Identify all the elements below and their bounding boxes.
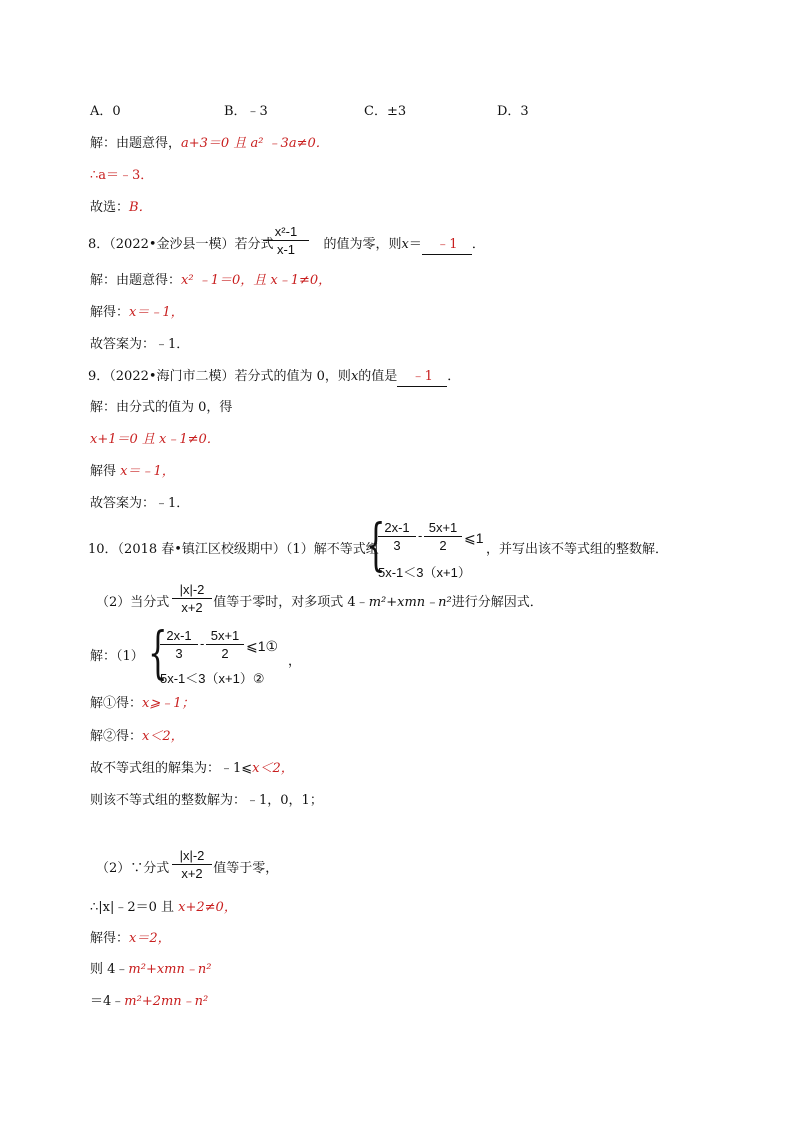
q10-sys-line2: 5x-1＜3（x+1） bbox=[378, 565, 471, 580]
q10-frac-1-bar bbox=[378, 536, 416, 537]
q9-stem-mid: 的值是 bbox=[358, 369, 398, 384]
q10-p2-line-1 bbox=[90, 899, 237, 917]
q10-p2-prefix: （2）∵分式 bbox=[96, 861, 170, 876]
q8-sol-expr: x² ﹣1＝0，且 x﹣1≠0， bbox=[181, 273, 332, 288]
q10-sol-frac-1 bbox=[160, 628, 198, 661]
q8-variable: x bbox=[401, 237, 409, 252]
option-a: A．0 bbox=[90, 104, 121, 119]
q8-solved-label: 解得： bbox=[90, 305, 130, 320]
q10-sol-line2: 5x-1＜3（x+1）② bbox=[160, 671, 265, 686]
q10-system-brace: { bbox=[366, 513, 386, 578]
q10-sys-frac-1 bbox=[378, 520, 416, 553]
q10-p2-l1-label: ∴|x|﹣2＝0 且 bbox=[90, 900, 179, 915]
q7-sol-label: 解：由题意得， bbox=[90, 136, 182, 151]
q10-p2-frac-bar bbox=[172, 864, 212, 865]
q10-step-3-label: 故不等式组的解集为：﹣1⩽ bbox=[90, 761, 253, 776]
q7-choose-label: 故选： bbox=[90, 200, 130, 215]
q10-step-1-expr: x⩾﹣1； bbox=[142, 696, 195, 711]
q10-frac-2-num: 5x+1 bbox=[428, 520, 458, 535]
q10-part2-mid: 值等于零时，对多项式 4﹣ bbox=[213, 595, 369, 610]
q9-variable: x bbox=[350, 369, 359, 384]
q10-sys-frac-2 bbox=[424, 520, 462, 553]
q8-fraction bbox=[263, 224, 309, 257]
q9-solution-line-1: 解：由分式的值为 0，得 bbox=[90, 400, 233, 415]
q7-choice: B． bbox=[129, 200, 152, 215]
q10-p2-end: 值等于零， bbox=[213, 861, 279, 876]
q10-p2-line-4 bbox=[90, 993, 208, 1011]
q10-p2-l2-expr: x＝2， bbox=[129, 931, 171, 946]
q10-step-2-label: 解②得： bbox=[90, 729, 143, 744]
q10-sol-frac-1-num: 2x-1 bbox=[166, 628, 192, 643]
option-b: B．﹣3 bbox=[224, 104, 268, 119]
q8-stem-mid: 的值为零，则 bbox=[323, 237, 402, 252]
q10-p2-l3-expr: m²+xmn﹣n² bbox=[128, 962, 212, 977]
q9-solution-line-3 bbox=[90, 463, 175, 481]
q8-stem-prefix: 8．（2022•金沙县一模）若分式 bbox=[88, 237, 274, 252]
q10-step-1 bbox=[90, 695, 195, 713]
q8-solution-line-2 bbox=[90, 304, 184, 322]
option-d: D．3 bbox=[497, 104, 529, 119]
q8-answer-blank: ﹣1 bbox=[422, 236, 472, 255]
q8-sol-label: 解：由题意得： bbox=[90, 273, 182, 288]
q10-sol-minus: - bbox=[200, 636, 205, 651]
q10-part2-prefix: （2）当分式 bbox=[96, 595, 170, 610]
q10-p2-l4-label: ＝4﹣ bbox=[90, 994, 125, 1009]
q10-p2-fraction bbox=[172, 848, 212, 881]
q8-stem-end: ． bbox=[471, 237, 485, 252]
q8-equals: ＝ bbox=[408, 237, 422, 252]
q10-frac-2-den: 2 bbox=[439, 538, 447, 553]
q9-stem-end: ． bbox=[447, 369, 461, 384]
q10-part2-end: 进行分解因式． bbox=[451, 595, 543, 610]
q7-sol-expr: a+3＝0 且 a² ﹣3a≠0． bbox=[181, 136, 329, 151]
q10-stem-end: ，并写出该不等式组的整数解． bbox=[486, 542, 669, 557]
q10-p2-line-2 bbox=[90, 930, 171, 948]
q10-p2-line-3 bbox=[90, 961, 211, 979]
q10-p2-l3-label: 则 4﹣ bbox=[90, 962, 129, 977]
q10-sol-line1-tail: ⩽1① bbox=[246, 638, 279, 654]
q10-part2 bbox=[96, 594, 543, 612]
q10-part2-frac-bar bbox=[172, 598, 212, 599]
q10-stem-prefix: 10．（2018 春•镇江区校级期中）（1）解不等式组 bbox=[88, 542, 379, 557]
q7-solution-line-2: ∴a＝﹣3． bbox=[90, 168, 154, 183]
q7-options bbox=[90, 103, 529, 121]
q10-part2-frac-den: x+2 bbox=[181, 600, 203, 615]
q9-stem bbox=[88, 368, 460, 387]
q7-solution-line-1 bbox=[90, 135, 329, 153]
q10-p2-frac-num: |x|-2 bbox=[179, 848, 205, 863]
q8-frac-denominator: x-1 bbox=[276, 242, 296, 257]
q8-solution-line-3: 故答案为：﹣1． bbox=[90, 337, 190, 352]
q9-stem-prefix: 9．（2022•海门市二模）若分式的值为 0，则 bbox=[88, 369, 351, 384]
q10-part2-expr: m²+xmn﹣n² bbox=[368, 595, 452, 610]
q10-step-3 bbox=[90, 760, 294, 778]
q10-frac-1-num: 2x-1 bbox=[384, 520, 410, 535]
q10-stem bbox=[88, 541, 379, 559]
q10-sol-frac-2-num: 5x+1 bbox=[210, 628, 240, 643]
q10-step-3-expr: x＜2， bbox=[252, 761, 294, 776]
q9-solution-line-4: 故答案为：﹣1． bbox=[90, 496, 190, 511]
q10-p2-l2-label: 解得： bbox=[90, 931, 130, 946]
q10-sol-brace: { bbox=[148, 621, 168, 686]
q8-frac-numerator: x²-1 bbox=[274, 224, 298, 239]
q9-answer-blank: ﹣1 bbox=[397, 368, 447, 387]
q8-frac-bar bbox=[263, 240, 309, 241]
q10-step-1-label: 解①得： bbox=[90, 696, 143, 711]
q10-sol-frac-2-bar bbox=[206, 644, 244, 645]
q9-solution-line-2: x+1＝0 且 x﹣1≠0． bbox=[90, 432, 220, 447]
q9-solved-expr: x＝﹣1， bbox=[120, 464, 175, 479]
q8-solved-expr: x＝﹣1， bbox=[129, 305, 184, 320]
q10-sol-frac-2 bbox=[206, 628, 244, 661]
q10-p2-l4-expr: m²+2mn﹣n² bbox=[124, 994, 209, 1009]
q10-part2-frac-num: |x|-2 bbox=[179, 582, 205, 597]
q10-frac-1-den: 3 bbox=[393, 538, 401, 553]
q10-step-4: 则该不等式组的整数解为：﹣1，0，1； bbox=[90, 793, 323, 808]
q7-solution-line-3 bbox=[90, 199, 152, 217]
q10-sol-sys-end: ， bbox=[288, 653, 302, 668]
q10-step-2 bbox=[90, 728, 184, 746]
q10-frac-2-bar bbox=[424, 536, 462, 537]
q10-p2-frac-den: x+2 bbox=[181, 866, 203, 881]
q10-sol-frac-1-bar bbox=[160, 644, 198, 645]
q10-part2-fraction bbox=[172, 582, 212, 615]
q10-sol-frac-2-den: 2 bbox=[221, 646, 229, 661]
q10-sys-line1-tail: ⩽1 bbox=[464, 530, 484, 546]
q10-sys-minus: - bbox=[418, 528, 423, 543]
q10-step-2-expr: x＜2， bbox=[142, 729, 184, 744]
q10-sol-label: 解：（1） bbox=[90, 649, 144, 664]
q10-p2-l1-expr: x+2≠0， bbox=[178, 900, 237, 915]
q8-solution-line-1 bbox=[90, 272, 331, 290]
q10-sol-frac-1-den: 3 bbox=[175, 646, 183, 661]
option-c: C．±3 bbox=[364, 104, 407, 119]
q9-solved-label: 解得 bbox=[90, 464, 121, 479]
